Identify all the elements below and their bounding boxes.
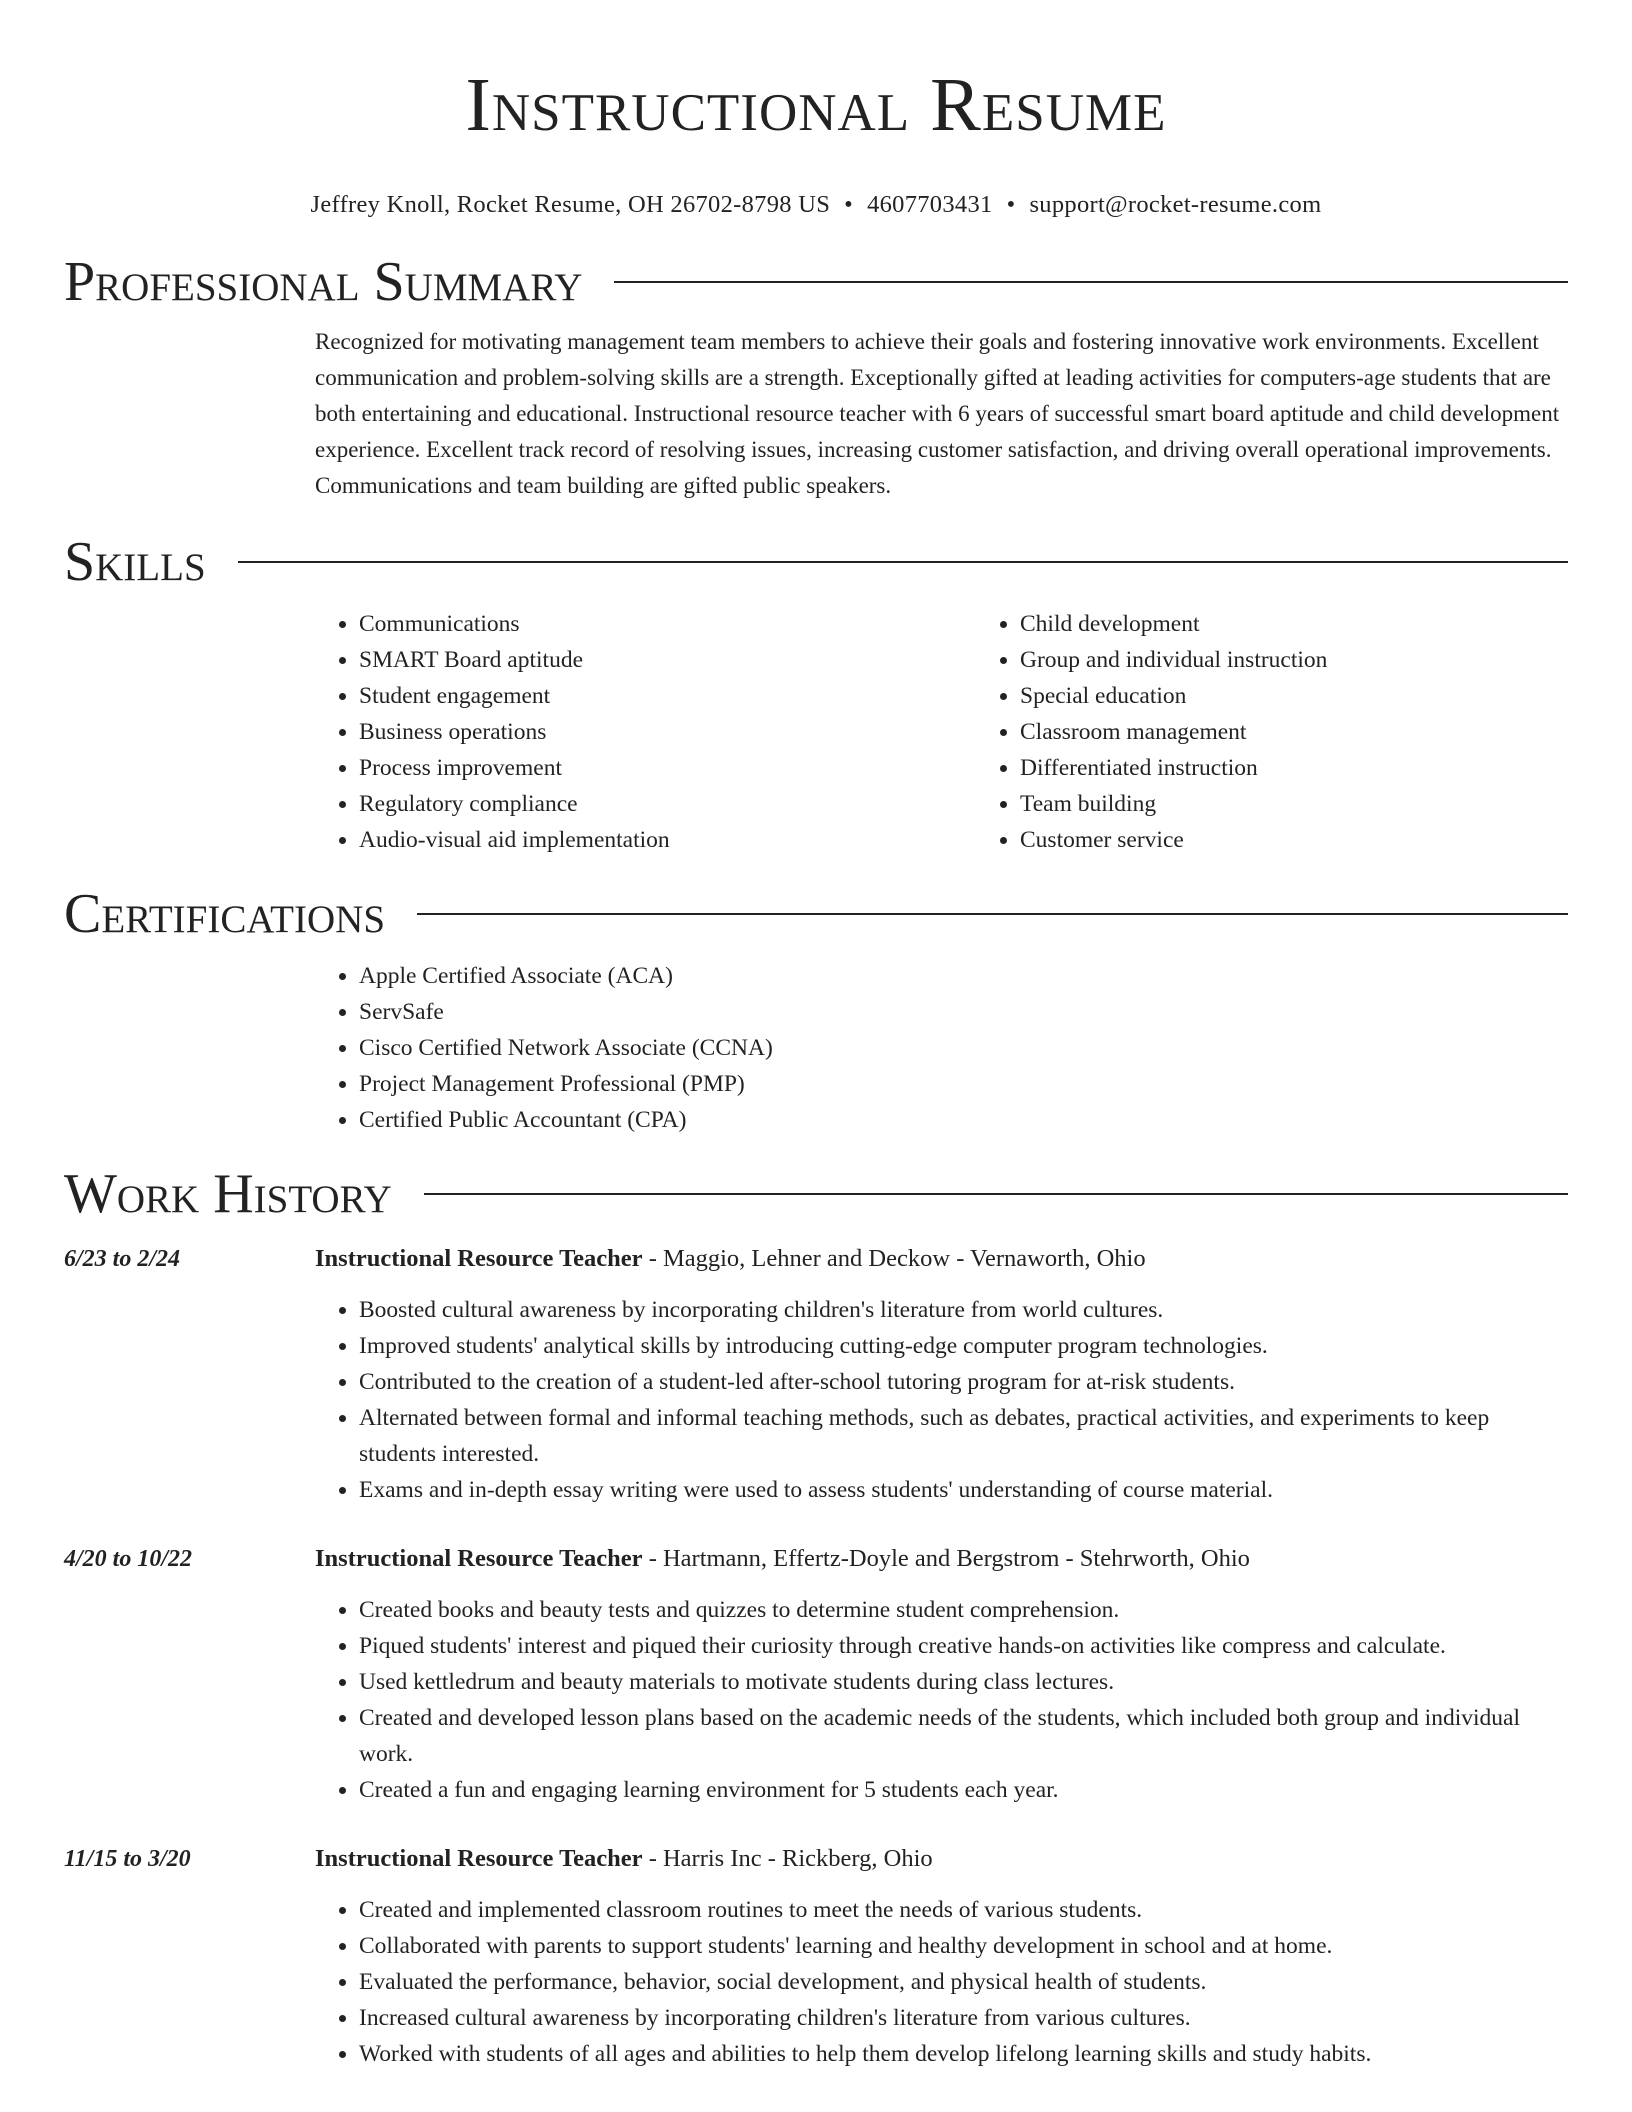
contact-separator: • [844,191,854,218]
certifications-content [315,958,1568,1138]
certification-item: • Certified Public Accountant (CPA) [359,1102,1568,1138]
job-dates: 11/15 to 3/20 [64,1846,191,1872]
skill-item: • Special education [1020,678,1632,714]
job-title: Instructional Resource Teacher [315,1545,643,1572]
job-dates: 6/23 to 2/24 [64,1246,181,1272]
job-employer: - Harris Inc - Rickberg, Ohio [642,1845,933,1872]
skill-item: • Customer service [1020,822,1632,858]
job-title: Instructional Resource Teacher [315,1245,643,1272]
skills-column-right [976,606,1632,858]
skill-item: • Audio-visual aid implementation [359,822,976,858]
skill-item: • Team building [1020,786,1632,822]
skill-item: • Process improvement [359,750,976,786]
job-bullet: • Contributed to the creation of a student-led after-school tutoring program for at-risk students. [359,1364,1568,1400]
skills-list [315,606,1568,858]
certifications-section-header [64,884,1568,944]
job-dates: 4/20 to 10/22 [64,1546,193,1572]
job-title-line [315,1542,1250,1576]
job-entry [64,1842,1568,2072]
job-bullet: • Created a fun and engaging learning environment for 5 students each year. [359,1772,1568,1808]
skill-item: • Classroom management [1020,714,1632,750]
job-header [64,1542,1568,1576]
job-bullet: • Increased cultural awareness by incorporating children's literature from various cultures. [359,2000,1568,2036]
certifications-list [315,958,1568,1138]
skill-item: • Regulatory compliance [359,786,976,822]
section-divider [424,1193,1568,1195]
summary-content [315,324,1568,504]
contact-address: Jeffrey Knoll, Rocket Resume, OH 26702-8798 US [310,191,831,218]
section-divider [614,281,1568,283]
certification-item: • ServSafe [359,994,1568,1030]
contact-phone: 4607703431 [867,191,993,218]
certification-item: • Apple Certified Associate (ACA) [359,958,1568,994]
skill-item: • Child development [1020,606,1632,642]
job-bullet: • Created and developed lesson plans based on the academic needs of the students, which included both group and individual work. [359,1700,1568,1772]
skill-item: • Student engagement [359,678,976,714]
certifications-heading: Certifications [64,883,386,945]
job-entry [64,1542,1568,1808]
job-bullet: • Collaborated with parents to support students' learning and healthy development in school and at home. [359,1928,1568,1964]
section-divider [238,561,1568,563]
job-bullet: • Boosted cultural awareness by incorporating children's literature from world cultures. [359,1292,1568,1328]
contact-line [64,190,1568,220]
job-bullet: • Improved students' analytical skills by introducing cutting-edge computer program technologies. [359,1328,1568,1364]
job-bullet: • Created books and beauty tests and quizzes to determine student comprehension. [359,1592,1568,1628]
job-bullet: • Alternated between formal and informal teaching methods, such as debates, practical activities, and experiments to keep students interested. [359,1400,1568,1472]
section-divider [417,913,1568,915]
skill-item: • SMART Board aptitude [359,642,976,678]
work-section-header [64,1164,1568,1224]
job-header [64,1842,1568,1876]
job-duties [315,1892,1568,2072]
summary-text: Recognized for motivating management team members to achieve their goals and fostering innovative work environments. Excellent communication and problem-solving skills are a strength. Exceptionally gifted at leading activities for computers-age students that are both entertaining and educational. Instructional resource teacher with 6 years of successful smart board aptitude and child development experience. Excellent track record of resolving issues, increasing customer satisfaction, and driving overall operational improvements. Communications and team building are gifted public speakers. [315,329,1560,498]
work-heading: Work History [64,1163,392,1225]
job-bullet-list [315,1892,1568,2072]
skill-item: • Communications [359,606,976,642]
skill-item: • Differentiated instruction [1020,750,1632,786]
skills-section-header [64,532,1568,592]
job-bullet: • Evaluated the performance, behavior, social development, and physical health of students. [359,1964,1568,2000]
job-entry [64,1242,1568,1508]
certification-item: • Project Management Professional (PMP) [359,1066,1568,1102]
job-title-line [315,1842,933,1876]
summary-heading: Professional Summary [64,251,583,313]
job-employer: - Hartmann, Effertz-Doyle and Bergstrom - Stehrworth, Ohio [642,1545,1250,1572]
skill-item: • Group and individual instruction [1020,642,1632,678]
job-header [64,1242,1568,1276]
job-employer: - Maggio, Lehner and Deckow - Vernaworth, Ohio [642,1245,1146,1272]
skills-column-left [315,606,976,858]
job-bullet-list [315,1592,1568,1808]
job-duties [315,1592,1568,1808]
certification-item: • Cisco Certified Network Associate (CCNA) [359,1030,1568,1066]
skill-item: • Business operations [359,714,976,750]
job-title: Instructional Resource Teacher [315,1845,643,1872]
contact-email[interactable]: support@rocket-resume.com [1029,191,1322,218]
job-bullet: • Used kettledrum and beauty materials to motivate students during class lectures. [359,1664,1568,1700]
job-bullet: • Created and implemented classroom routines to meet the needs of various students. [359,1892,1568,1928]
job-bullet: • Worked with students of all ages and abilities to help them develop lifelong learning skills and study habits. [359,2036,1568,2072]
job-duties [315,1292,1568,1508]
job-bullet: • Exams and in-depth essay writing were used to assess students' understanding of course material. [359,1472,1568,1508]
skills-heading: Skills [64,531,206,593]
resume-title: Instructional Resume [465,63,1167,147]
job-title-line [315,1242,1146,1276]
contact-separator: • [1006,191,1016,218]
summary-section-header [64,252,1568,312]
job-bullet: • Piqued students' interest and piqued their curiosity through creative hands-on activities like compress and calculate. [359,1628,1568,1664]
job-bullet-list [315,1292,1568,1508]
